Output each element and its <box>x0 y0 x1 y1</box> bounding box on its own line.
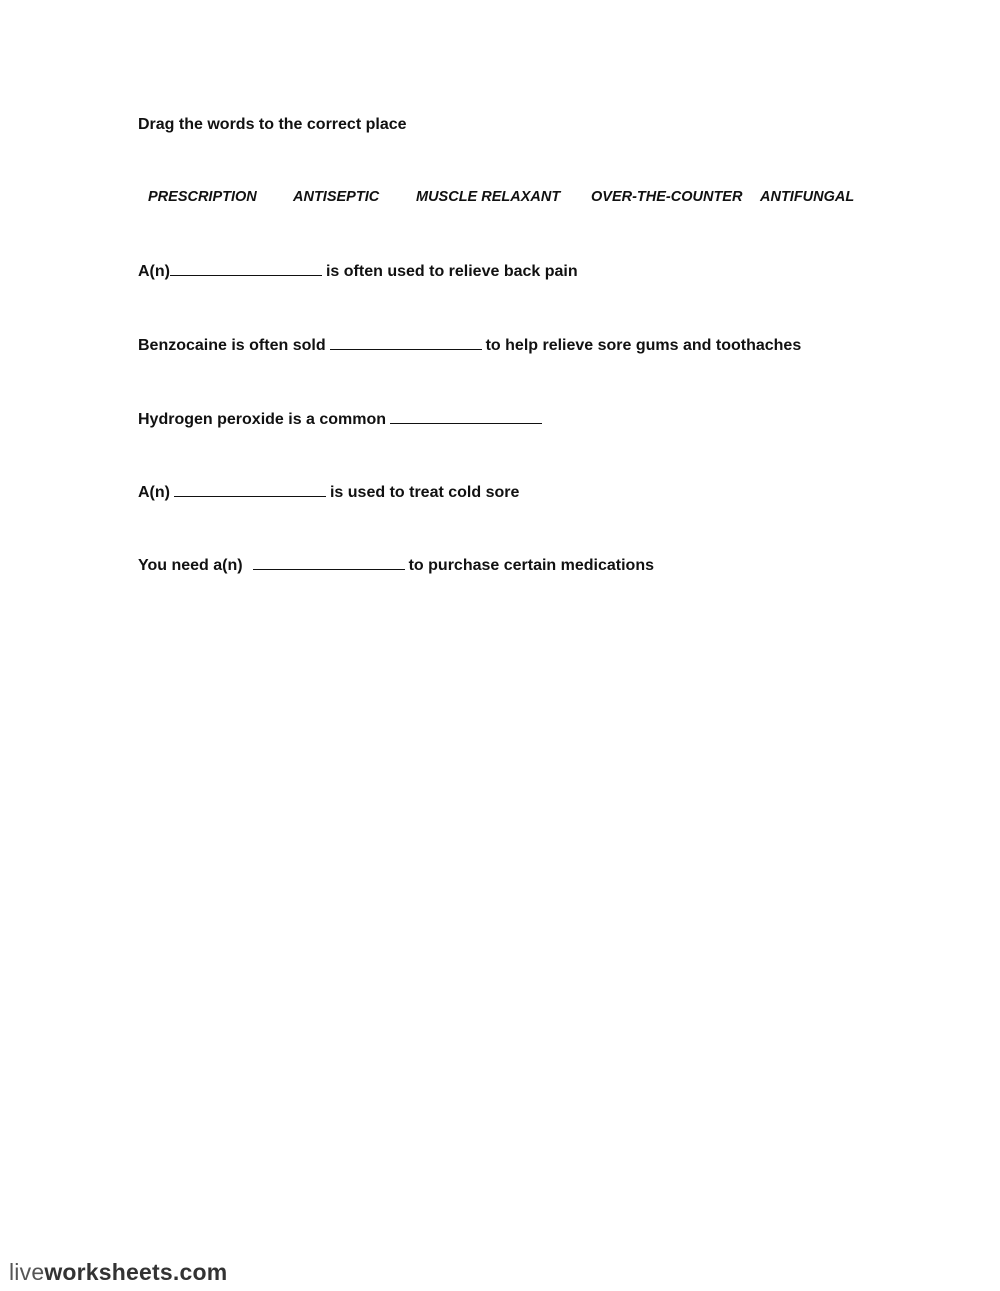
word-bank-item-antiseptic[interactable]: ANTISEPTIC <box>293 189 380 205</box>
instruction-text: Drag the words to the correct place <box>138 116 407 133</box>
sentence-1 <box>138 260 578 281</box>
sentence-5-blank[interactable] <box>253 554 405 570</box>
word-bank-item-muscle-relaxant[interactable]: MUSCLE RELAXANT <box>416 189 561 205</box>
sentence-2 <box>138 334 801 355</box>
sentence-5 <box>138 554 654 575</box>
sentence-1-blank[interactable] <box>170 260 322 276</box>
sentence-2-blank[interactable] <box>330 334 482 350</box>
sentence-4-blank[interactable] <box>174 481 326 497</box>
logo-worksheets-text: worksheets <box>44 1259 173 1285</box>
word-bank-item-prescription[interactable]: PRESCRIPTION <box>148 189 257 205</box>
sentence-3-blank[interactable] <box>390 408 542 424</box>
sentence-4 <box>138 481 519 502</box>
word-bank-item-antifungal[interactable]: ANTIFUNGAL <box>760 189 855 205</box>
sentence-2-before: Benzocaine is often sold <box>138 337 326 354</box>
sentence-1-after: is often used to relieve back pain <box>325 263 578 280</box>
sentence-3-before: Hydrogen peroxide is a common <box>138 411 387 428</box>
liveworksheets-logo[interactable] <box>9 1259 227 1286</box>
sentence-4-after: is used to treat cold sore <box>329 484 520 501</box>
sentence-3 <box>138 408 546 429</box>
logo-suffix-text: .com <box>172 1259 228 1285</box>
sentence-4-before: A(n) <box>138 484 170 501</box>
logo-live-text: live <box>9 1259 45 1285</box>
sentence-1-before: A(n) <box>138 263 170 280</box>
sentence-5-after: to purchase certain medications <box>408 557 654 574</box>
sentence-2-after: to help relieve sore gums and toothaches <box>485 337 802 354</box>
word-bank-item-over-the-counter[interactable]: OVER-THE-COUNTER <box>591 189 743 205</box>
sentence-5-before: You need a(n) <box>138 557 243 574</box>
